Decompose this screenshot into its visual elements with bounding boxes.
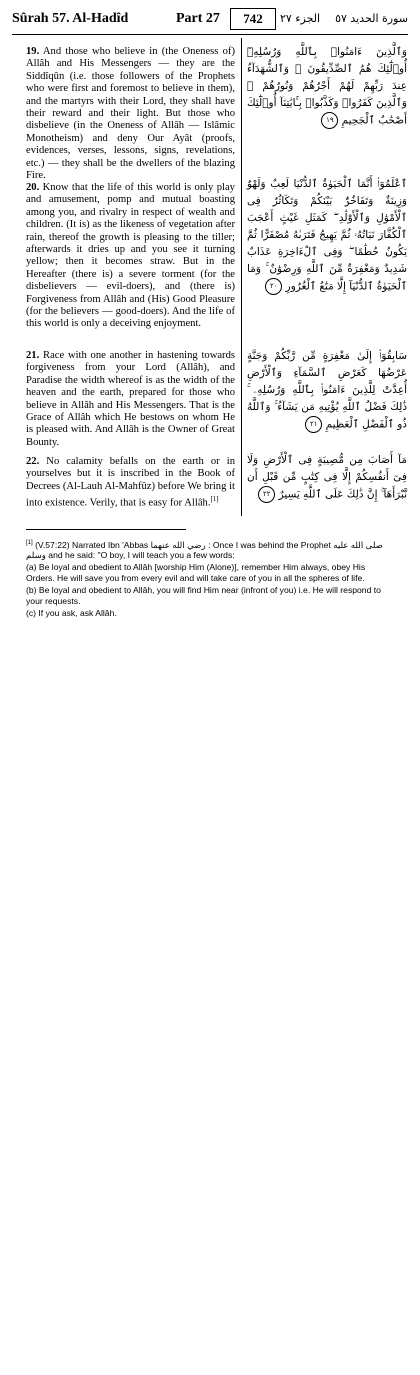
verse-20-arabic: [247, 176, 407, 296]
verse-arabic-text: ٱعْلَمُوٓا۟ أَنَّمَا ٱلْحَيَوٰةُ ٱلدُّنْيَا لَعِبٌ وَلَهْوٌ وَزِينَةٌ وَتَفَاخُرٌۢ بَيْنَكُمْ وَتَكَاثُرٌ فِى ٱلْأَمْوَٰلِ وَٱلْأَوْلَٰدِ ۖ كَمَثَلِ غَيْثٍ أَعْجَبَ ٱلْكُفَّارَ نَبَاتُهُۥ ثُمَّ يَهِيجُ فَتَرَىٰهُ مُصْفَرًّا ثُمَّ يَكُونُ حُطَٰمًا ۖ وَفِى ٱلْءَاخِرَةِ عَذَابٌ شَدِيدٌ وَمَغْفِرَةٌ مِّنَ ٱللَّهِ وَرِضْوَٰنٌ ۚ وَمَا ٱلْحَيَوٰةُ ٱلدُّنْيَآ إِلَّا مَتَٰعُ ٱلْغُرُورِ: [247, 178, 407, 293]
verse-text: No calamity befalls on the earth or in yourselves but it is inscribed in the Book of Decrees (Al-Lauh Al-Mahfûz) before We bring it into existence. Verily, that is easy for Allâh.: [26, 456, 235, 509]
ayah-number-mark: ١٩: [321, 112, 338, 129]
footnote-item-c: (c) If you ask, ask Allâh.: [26, 608, 117, 618]
verse-19-arabic: [247, 44, 407, 130]
verse-text: Race with one another in hastening towards forgiveness from your Lord (Allâh), and Paradise the width whereof is as the width of the heaven and the earth, prepared for those who believe in Allâh and His Messengers. That is the Grace of Allâh which He bestows on whom He is pleased with. And Allâh is the Owner of Great Bounty.: [26, 350, 235, 448]
verse-22-english: [26, 456, 235, 510]
footnote-item-a: (a) Be loyal and obedient to Allâh [worship Him (Alone)], remember Him always, obey His Orders. He will save you from every evil and will take care of you in all the spheres of life.: [26, 562, 366, 583]
verse-21-arabic: [247, 348, 407, 434]
page-number: 742: [230, 8, 276, 30]
verse-arabic-text: وَٱلَّذِينَ ءَامَنُوا۟ بِٱللَّهِ وَرُسُلِهِۦٓ أُو۟لَٰٓئِكَ هُمُ ٱلصِّدِّيقُونَ ۖ وَٱلشُّهَدَآءُ عِندَ رَبِّهِمْ لَهُمْ أَجْرُهُمْ وَنُورُهُمْ ۖ وَٱلَّذِينَ كَفَرُوا۟ وَكَذَّبُوا۟ بِـَٔايَٰتِنَآ أُو۟لَٰٓئِكَ أَصْحَٰبُ ٱلْجَحِيمِ: [247, 46, 407, 127]
verse-22-arabic: [247, 452, 407, 504]
ayah-number-mark: ٢٠: [265, 278, 282, 295]
part-label: Part 27: [176, 11, 220, 26]
footnote-marker: [1]: [210, 495, 219, 504]
verse-number: 19.: [26, 46, 40, 57]
verse-arabic-text: مَآ أَصَابَ مِن مُّصِيبَةٍ فِى ٱلْأَرْضِ وَلَا فِىٓ أَنفُسِكُمْ إِلَّا فِى كِتَٰبٍ مِّن قَبْلِ أَن نَّبْرَأَهَآ ۚ إِنَّ ذَٰلِكَ عَلَى ٱللَّهِ يَسِيرٌ: [247, 454, 407, 501]
footnote-rule: [26, 529, 186, 530]
juz-arabic: الجزء ٢٧: [280, 12, 321, 25]
surah-title-arabic: سورة الحديد ٥٧: [335, 12, 408, 25]
ayah-number-mark: ٢١: [305, 416, 322, 433]
footnote-intro-text: (V.57:22) Narrated Ibn 'Abbas رضي الله عنهما : Once I was behind the Prophet صلى الله عليه وسلم and he said: "O boy, I will teach you a few words:: [26, 539, 383, 561]
verse-19-english: [26, 46, 235, 182]
ayah-number-mark: ٢٢: [258, 486, 275, 503]
verse-text: And those who believe in (the Oneness of) Allâh and His Messengers — they are the Siddîqûn (i.e. those followers of the Prophets who were first and foremost to believe in them), and the martyrs with their Lord, they shall have their reward and their light. But those who disbelieve (in the Oneness of Allâh — Islâmic Monotheism) and deny Our Ayât (proofs, evidences, verses, lessons, signs, revelations, etc.) — they shall be the dwellers of the blazing Fire.: [26, 46, 235, 182]
verse-arabic-text: سَابِقُوٓا۟ إِلَىٰ مَغْفِرَةٍ مِّن رَّبِّكُمْ وَجَنَّةٍ عَرْضُهَا كَعَرْضِ ٱلسَّمَآءِ وَٱلْأَرْضِ أُعِدَّتْ لِلَّذِينَ ءَامَنُوا۟ بِٱللَّهِ وَرُسُلِهِۦ ۚ ذَٰلِكَ فَضْلُ ٱللَّهِ يُؤْتِيهِ مَن يَشَآءُ ۚ وَٱللَّهُ ذُو ٱلْفَضْلِ ٱلْعَظِيمِ: [247, 350, 407, 431]
footnote-marker: [1]: [26, 540, 33, 546]
surah-title: Sûrah 57. Al-Hadîd: [12, 11, 129, 26]
page-header: [12, 8, 408, 35]
verse-number: 21.: [26, 350, 40, 361]
footnote-intro: [26, 538, 396, 561]
column-divider: [241, 38, 242, 516]
verse-text: Know that the life of this world is only play and amusement, pomp and mutual boasting among you, and rivalry in respect of wealth and children. (It is) as the likeness of vegetation after rain, thereof the growth is pleasing to the tiller; afterwards it dries up and you see it turning yellow; then it becomes straw. But in the Hereafter (there is) a severe torment (for the disbelievers — evil-doers), and (there is) Forgiveness from Allâh and (His) Good Pleasure (for the believers — good-doers). And the life of this world is only a deceiving enjoyment.: [26, 182, 235, 330]
verse-number: 22.: [26, 456, 40, 467]
verse-20-english: [26, 182, 235, 331]
verse-21-english: [26, 350, 235, 449]
footnote-item-b: (b) Be loyal and obedient to Allâh, you will find Him near (infront of you) i.e. He will respond to your requests.: [26, 585, 381, 606]
verse-number: 20.: [26, 182, 40, 193]
